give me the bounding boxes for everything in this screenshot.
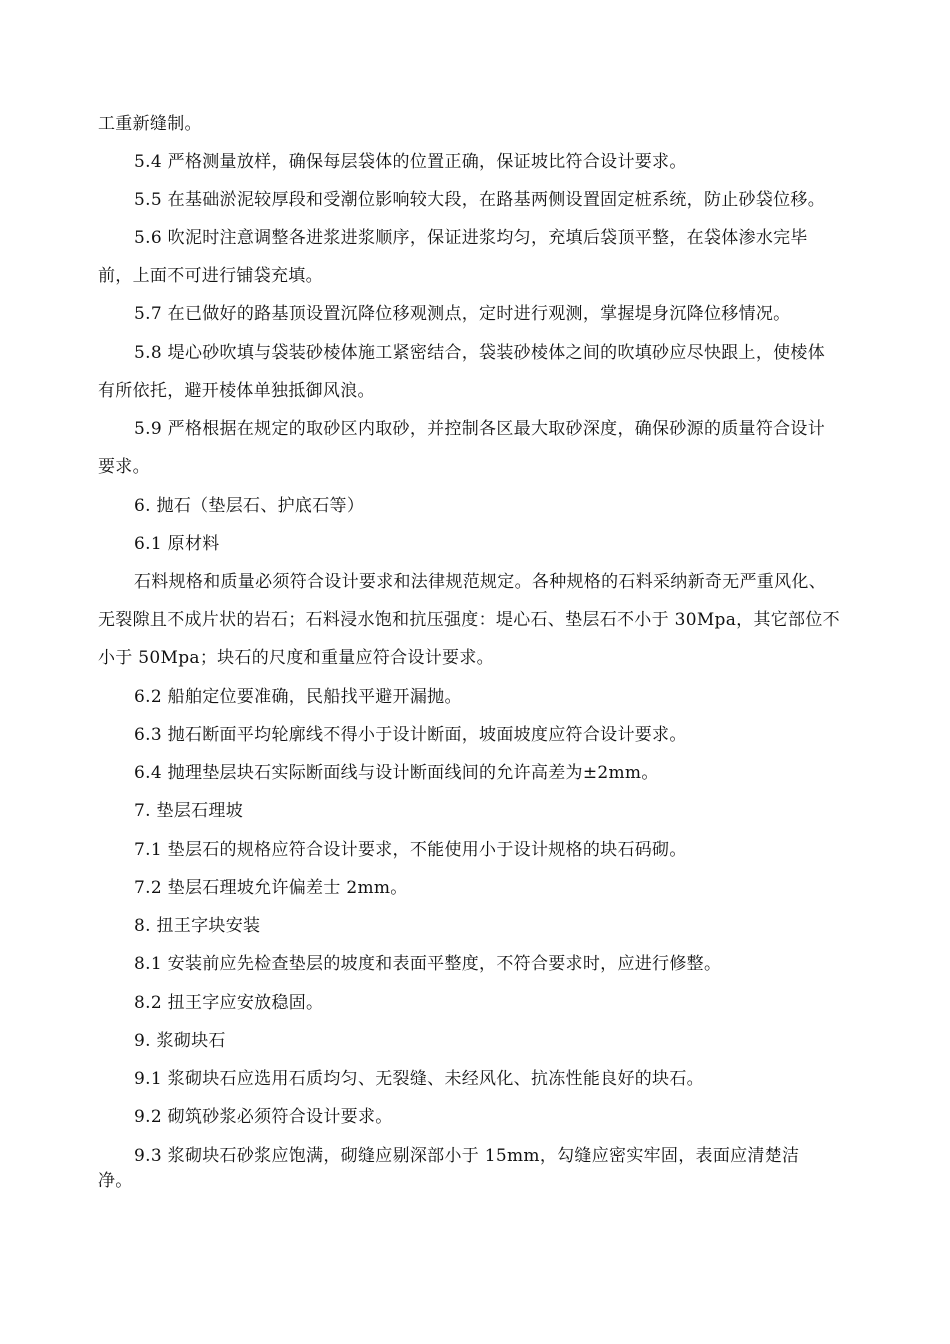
text-line: 5.4 严格测量放样，确保每层袋体的位置正确，保证坡比符合设计要求。: [134, 152, 687, 172]
text-line: 小于 50Mpa；块石的尺度和重量应符合设计要求。: [98, 648, 494, 668]
text-line: 无裂隙且不成片状的岩石；石料浸水饱和抗压强度：堤心石、垫层石不小于 30Mpa，其它部位不: [98, 610, 840, 630]
text-line: 6.3 抛石断面平均轮廓线不得小于设计断面，坡面坡度应符合设计要求。: [134, 725, 687, 745]
text-line: 要求。: [98, 457, 150, 477]
text-line: 5.5 在基础淤泥较厚段和受潮位影响较大段，在路基两侧设置固定桩系统，防止砂袋位移。: [134, 190, 826, 210]
section-heading: 7. 垫层石理坡: [134, 801, 244, 821]
section-heading: 9. 浆砌块石: [134, 1031, 226, 1051]
text-line: 9.2 砌筑砂浆必须符合设计要求。: [134, 1107, 393, 1127]
text-line: 9.3 浆砌块石砂浆应饱满，砌缝应剔深部小于 15mm，勾缝应密实牢固，表面应清楚洁: [134, 1146, 800, 1166]
subsection-heading: 6.1 原材料: [134, 534, 220, 554]
text-line: 5.8 堤心砂吹填与袋装砂棱体施工紧密结合，袋装砂棱体之间的吹填砂应尽快跟上，使棱体: [134, 343, 826, 363]
section-heading: 8. 扭王字块安装: [134, 916, 261, 936]
text-line: 石料规格和质量必须符合设计要求和法律规范规定。各种规格的石料采纳新奇无严重风化、: [134, 572, 826, 592]
text-line: 7.1 垫层石的规格应符合设计要求，不能使用小于设计规格的块石码砌。: [134, 840, 687, 860]
text-line: 有所依托，避开棱体单独抵御风浪。: [98, 381, 375, 401]
text-line: 6.4 抛理垫层块石实际断面线与设计断面线间的允许高差为±2mm。: [134, 763, 659, 783]
text-line: 5.9 严格根据在规定的取砂区内取砂，并控制各区最大取砂深度，确保砂源的质量符合设计: [134, 419, 826, 439]
text-line: 工重新缝制。: [98, 114, 202, 134]
text-line: 7.2 垫层石理坡允许偏差士 2mm。: [134, 878, 408, 898]
text-line: 9.1 浆砌块石应选用石质均匀、无裂缝、未经风化、抗冻性能良好的块石。: [134, 1069, 704, 1089]
text-line: 前，上面不可进行铺袋充填。: [98, 266, 323, 286]
text-line: 5.7 在已做好的路基顶设置沉降位移观测点，定时进行观测，掌握堤身沉降位移情况。: [134, 304, 791, 324]
text-line: 5.6 吹泥时注意调整各进浆进浆顺序，保证进浆均匀，充填后袋顶平整，在袋体渗水完毕: [134, 228, 808, 248]
text-line: 6.2 船舶定位要准确，民船找平避开漏抛。: [134, 687, 462, 707]
section-heading: 6. 抛石（垫层石、护底石等）: [134, 496, 365, 516]
text-line: 8.1 安装前应先检查垫层的坡度和表面平整度，不符合要求时，应进行修整。: [134, 954, 722, 974]
text-line: 8.2 扭王字应安放稳固。: [134, 993, 324, 1013]
text-line: 净。: [98, 1171, 133, 1191]
